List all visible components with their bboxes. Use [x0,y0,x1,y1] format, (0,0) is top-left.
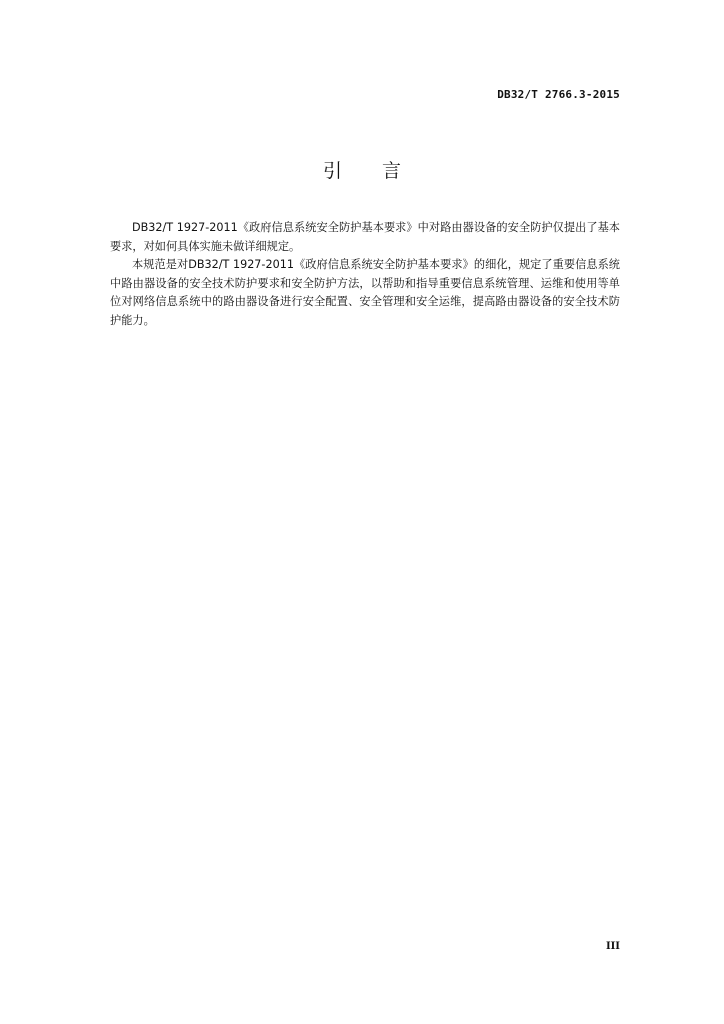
page-title [0,156,724,183]
paragraph-2: 本规范是对DB32/T 1927-2011《政府信息系统安全防护基本要求》的细化，规定了重要信息系统中路由器设备的安全技术防护要求和安全防护方法，以帮助和指导重要信息系统管理、运维和使用等单位对网络信息系统中的路由器设备进行安全配置、安全管理和安全运维，提高路由器设备的安全技术防护能力。 [110,258,620,327]
title-char-2: 言 [382,160,402,182]
page-number: III [605,941,620,952]
body-content [110,219,620,330]
paragraph-1: DB32/T 1927-2011《政府信息系统安全防护基本要求》中对路由器设备的安全防护仅提出了基本要求，对如何具体实施未做详细规定。 [110,221,620,253]
title-char-1: 引 [322,160,342,182]
document-code: DB32/T 2766.3-2015 [497,88,620,101]
